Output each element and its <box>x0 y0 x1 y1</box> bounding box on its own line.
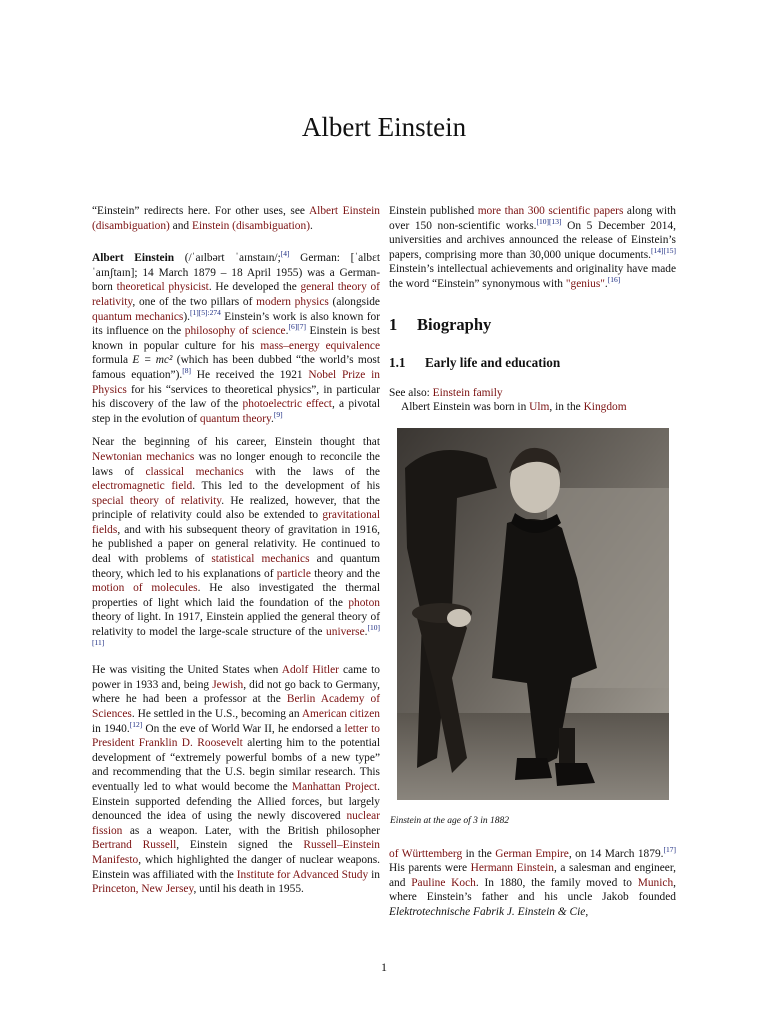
link-adolf-hitler[interactable]: Adolf Hitler <box>281 664 339 677</box>
link-hermann-einstein[interactable]: Hermann Einstein <box>470 862 554 875</box>
text: He received the 1921 <box>190 368 309 381</box>
text: His parents were <box>389 862 471 875</box>
link-american-citizen[interactable]: American citizen <box>301 708 380 720</box>
citation[interactable]: [12] <box>129 719 143 729</box>
link-letter-to-roosevelt[interactable]: letter to President Franklin D. Roosevelt <box>92 722 381 750</box>
link-bertrand-russell[interactable]: Bertrand Russell <box>92 839 177 852</box>
text: . Einstein supported defending the Allied forces, but largely denounced the idea of using the newly discovered <box>92 780 380 823</box>
publications-paragraph <box>389 204 676 292</box>
link-gravitational-fields[interactable]: gravitational fields <box>92 509 380 536</box>
text: . He also investigated the thermal properties of light which laid the foundation of the <box>92 582 380 609</box>
intro-paragraph <box>92 251 380 426</box>
career-paragraph <box>92 435 380 654</box>
citation[interactable]: [10][13] <box>536 216 562 226</box>
link-einstein-disambiguation[interactable]: Einstein (disambiguation) <box>191 219 310 232</box>
text: , one of the two pillars of <box>132 295 257 308</box>
text: along with over 150 non-scientific works. <box>389 205 676 232</box>
text: and <box>169 219 192 232</box>
link-theoretical-physicist[interactable]: theoretical physicist <box>116 281 209 294</box>
link-manhattan-project[interactable]: Manhattan Project <box>291 780 378 793</box>
einstein-child-photo <box>397 428 669 800</box>
birth-paragraph <box>389 400 676 415</box>
text: On the eve of World War II, he endorsed a <box>142 722 345 735</box>
family-paragraph <box>389 844 677 920</box>
text: Einstein is best known in popular culture for his <box>92 325 380 352</box>
link-newtonian-mechanics[interactable]: Newtonian mechanics <box>92 450 195 463</box>
text: Near the beginning of his career, Einstein thought that <box>92 436 380 449</box>
text: . In 1880, the family moved to <box>475 876 638 889</box>
text: . He settled in the U.S., becoming an <box>131 708 302 720</box>
citation[interactable]: [6][7] <box>288 322 306 332</box>
text: in the <box>462 847 496 860</box>
text: in <box>368 868 380 881</box>
link-special-relativity[interactable]: special theory of relativity <box>92 494 222 507</box>
page-title: Albert Einstein <box>301 112 467 142</box>
text: formula <box>92 354 133 367</box>
text: , on 14 March 1879. <box>568 847 664 860</box>
figure-caption: Einstein at the age of 3 in 1882 <box>390 815 510 826</box>
text: for his “services to theoretical physics”, in particular his discovery of the law of the <box>92 383 380 411</box>
text: theory and the <box>310 567 380 580</box>
link-berlin-academy[interactable]: Berlin Academy of Sciences <box>92 693 381 720</box>
page-number: 1 <box>381 960 387 974</box>
text: . <box>270 412 274 425</box>
link-statistical-mechanics[interactable]: statistical mechanics <box>211 553 310 566</box>
link-ulm[interactable]: Ulm <box>529 401 550 414</box>
left-column <box>92 204 380 906</box>
text: “Einstein” redirects here. For other uses, see <box>92 205 309 217</box>
link-classical-mechanics[interactable]: classical mechanics <box>145 465 244 478</box>
photo-illustration <box>397 428 669 800</box>
see-also-note <box>389 386 676 401</box>
text: . <box>309 219 313 232</box>
link-electromagnetic-field[interactable]: electromagnetic field <box>92 480 193 493</box>
text: . This led to the development of his <box>192 480 380 493</box>
citation[interactable]: [9] <box>273 409 283 419</box>
citation[interactable]: [4] <box>280 249 290 259</box>
text: , a salesman and engineer, and <box>389 862 677 889</box>
subsection-heading-early-life <box>389 356 676 371</box>
link-particle[interactable]: particle <box>276 567 311 580</box>
link-russell-einstein-manifesto[interactable]: Russell–Einstein Manifesto <box>92 839 380 866</box>
text: (/ˈaɪlbərt ˈaɪnstaɪn/; <box>174 252 281 265</box>
see-also-label: See also: <box>389 386 433 399</box>
text: . <box>604 277 608 290</box>
subsection-title: Early life and education <box>425 355 561 371</box>
text: in 1940. <box>92 722 130 735</box>
link-mass-energy-equivalence[interactable]: mass–energy equivalence <box>260 339 380 352</box>
citation[interactable]: [14][15] <box>651 245 676 255</box>
text: Einstein published <box>389 205 478 217</box>
link-munich[interactable]: Munich <box>637 876 674 889</box>
text: ). <box>183 310 191 323</box>
company-name: Elektrotechnische Fabrik J. Einstein & Cie <box>389 905 586 918</box>
text: Einstein’s intellectual achievements and originality have made the word “Einstein” synonymous with <box>389 263 676 290</box>
text: theory of light. In 1917, Einstein applied the general theory of relativity to model the large-scale structure of the <box>92 611 380 639</box>
link-universe[interactable]: universe <box>326 626 365 639</box>
link-photoelectric-effect[interactable]: photoelectric effect <box>242 398 332 411</box>
text: (alongside <box>328 295 380 308</box>
text: . He realized, however, that the principle of relativity could also be extended to <box>92 494 380 522</box>
link-modern-physics[interactable]: modern physics <box>256 295 329 308</box>
text: (which has been dubbed “the world’s most famous equation”). <box>92 354 380 381</box>
section-number: 1 <box>389 314 398 334</box>
emigration-paragraph <box>92 663 380 897</box>
text: , which highlighted the danger of nuclear weapons. Einstein was affiliated with the <box>92 853 380 881</box>
link-pauline-koch[interactable]: Pauline Koch <box>411 876 476 889</box>
citation[interactable]: [16] <box>607 274 621 284</box>
citation[interactable]: [10][11] <box>92 623 380 647</box>
link-nuclear-fission[interactable]: nuclear fission <box>92 810 380 837</box>
link-institute-advanced-study[interactable]: Institute for Advanced Study <box>236 868 369 881</box>
text: , until his death in 1955. <box>193 883 304 896</box>
section-heading-biography <box>389 314 676 334</box>
text: , a pivotal step in the evolution of <box>92 398 380 425</box>
text: , Einstein signed the <box>176 839 304 852</box>
citation[interactable]: [1][5]:274 <box>190 307 221 317</box>
link-german-empire[interactable]: German Empire <box>495 847 569 860</box>
text: Albert Einstein was born in <box>401 401 530 414</box>
section-title: Biography <box>417 314 492 334</box>
link-philosophy-of-science[interactable]: philosophy of science <box>184 325 286 338</box>
link-kingdom[interactable]: Kingdom <box>583 401 627 414</box>
text: German: [ˈalbɛt ˈaɪnʃtaɪn]; 14 March 1879 – 18 April 1955) was a German-born <box>92 252 381 294</box>
text: and quantum theory, which led to his explanations of <box>92 553 380 580</box>
text: , did not go back to Germany, where he had been a professor at the <box>92 678 380 706</box>
link-princeton[interactable]: Princeton, New Jersey <box>92 883 194 896</box>
subsection-number: 1.1 <box>389 355 406 371</box>
text: came to power in 1933 and, being <box>92 664 380 691</box>
link-wurttemberg[interactable]: of Württemberg <box>389 847 463 860</box>
link-photon[interactable]: photon <box>348 596 380 609</box>
text: , <box>585 905 589 918</box>
link-albert-einstein-disambiguation[interactable]: Albert Einstein (disambiguation) <box>92 205 380 232</box>
link-einstein-family[interactable]: Einstein family <box>432 386 503 399</box>
link-general-relativity[interactable]: general theory of relativity <box>92 281 380 308</box>
citation[interactable]: [17] <box>663 844 676 854</box>
link-quantum-mechanics[interactable]: quantum mechanics <box>92 310 184 323</box>
link-motion-of-molecules[interactable]: motion of molecules <box>92 582 198 595</box>
text: . <box>285 325 289 338</box>
citation[interactable]: [8] <box>182 365 191 375</box>
link-scientific-papers[interactable]: more than 300 scientific papers <box>477 205 624 217</box>
text: , and with his subsequent theory of gravitation in 1916, he published a paper on general relativity. He continued to deal with problems of <box>92 523 380 566</box>
text: , in the <box>549 401 584 414</box>
right-column <box>389 204 676 929</box>
text: He was visiting the United States when <box>92 664 282 677</box>
text: as a weapon. Later, with the British philosopher <box>122 824 380 837</box>
text: . <box>364 626 368 639</box>
text: On 5 December 2014, universities and archives announced the release of Einstein’s papers, comprising more than 30,000 unique documents. <box>389 219 677 261</box>
subject-name: Albert Einstein <box>92 252 175 265</box>
text: alerting him to the potential development of “extremely powerful bombs of a new type” and recommending that the U.S. begin similar research. This eventually led to what would become the <box>92 737 380 793</box>
link-nobel-prize[interactable]: Nobel Prize in Physics <box>92 368 380 396</box>
text: was no longer enough to reconcile the laws of <box>92 450 380 478</box>
link-jewish[interactable]: Jewish <box>212 678 244 691</box>
formula: E = mc² <box>132 354 173 367</box>
text: . He developed the <box>208 281 301 294</box>
link-genius[interactable]: "genius" <box>565 277 605 290</box>
text: with the laws of the <box>243 465 380 478</box>
text: , where Einstein’s father and his uncle Jakob founded <box>389 876 676 904</box>
hatnote <box>92 204 380 233</box>
link-quantum-theory[interactable]: quantum theory <box>199 412 271 425</box>
text: Einstein’s work is also known for its influence on the <box>92 310 381 338</box>
